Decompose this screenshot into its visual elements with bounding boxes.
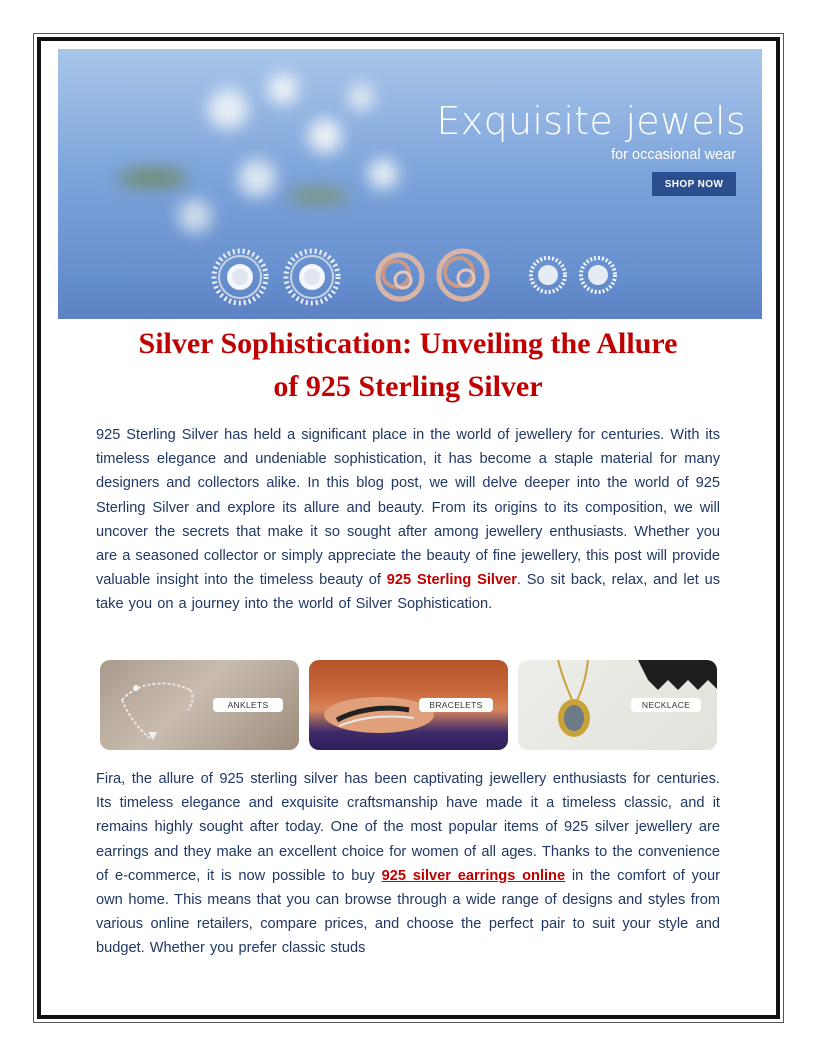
intro-text-a: 925 Sterling Silver has held a significant place in the world of jewellery for centuries. With its timeless elegance and undeniable sophistication, it has become a staple material for many designers and collectors alike. In this blog post, we will delve deeper into the world of 925 Sterling Silver and explore its allure and beauty. From its origins to its composition, we will uncover the secrets that make it so sought after among jewellery enthusiasts. Whether you are a seasoned collector or simply appreciate the beauty of fine jewellery, this post will provide valuable insight into the timeless beauty of — [96, 427, 720, 589]
bokeh-stem — [288, 189, 348, 203]
bokeh-flowers — [268, 74, 298, 104]
banner-subtitle: for occasional wear — [611, 147, 736, 163]
shop-now-button[interactable]: SHOP NOW — [652, 172, 736, 196]
category-card-necklace[interactable] — [518, 660, 717, 750]
article-title-line1: Silver Sophistication: Unveiling the Allure — [138, 327, 678, 360]
halo-earring-left-image — [210, 247, 270, 307]
category-label: BRACELETS — [419, 698, 493, 712]
knot-earring-left-image — [372, 249, 428, 305]
category-label: ANKLETS — [213, 698, 283, 712]
sterling-silver-highlight: 925 Sterling Silver — [386, 572, 517, 589]
cluster-stud-left-image — [528, 255, 568, 295]
category-label: NECKLACE — [631, 698, 701, 712]
halo-earring-right-image — [282, 247, 342, 307]
earrings-paragraph — [96, 767, 720, 961]
category-card-anklets[interactable] — [100, 660, 299, 750]
article-title-line2: of 925 Sterling Silver — [273, 370, 543, 403]
bokeh-flowers — [308, 119, 342, 153]
silver-earrings-online-link[interactable]: 925 silver earrings online — [381, 867, 566, 884]
bokeh-flowers — [208, 89, 248, 129]
earrings-text-b: in the comfort of your own home. This means that you can browse through a wide range of designs and styles from various online retailers, compare prices, and choose the perfect pair to suit your style and budget. Whether you prefer classic studs — [96, 867, 720, 957]
bokeh-stem — [118, 169, 188, 187]
banner-title: Exquisite jewels — [436, 99, 746, 143]
bokeh-flowers — [368, 159, 398, 189]
bokeh-flowers — [178, 199, 212, 233]
article-title — [90, 322, 726, 408]
earrings-text-a: Fira, the allure of 925 sterling silver has been captivating jewellery enthusiasts for centuries. Its timeless elegance and exquisite craftsmanship have made it a timeless classic, and it remains highly sought after today. One of the most popular items of 925 silver jewellery are earrings and they make an excellent choice for women of all ages. Thanks to the convenience of e-commerce, it is now possible to buy — [96, 771, 720, 884]
cluster-stud-right-image — [578, 255, 618, 295]
bokeh-flowers — [348, 84, 374, 110]
promo-banner[interactable] — [58, 49, 762, 319]
intro-text-b: . So sit back, relax, and let us take you on a journey into the world of Silver Sophistication. — [96, 572, 721, 613]
category-card-bracelets[interactable] — [309, 660, 508, 750]
bokeh-flowers — [238, 159, 276, 197]
knot-earring-right-image — [433, 245, 493, 305]
intro-paragraph — [96, 423, 720, 617]
